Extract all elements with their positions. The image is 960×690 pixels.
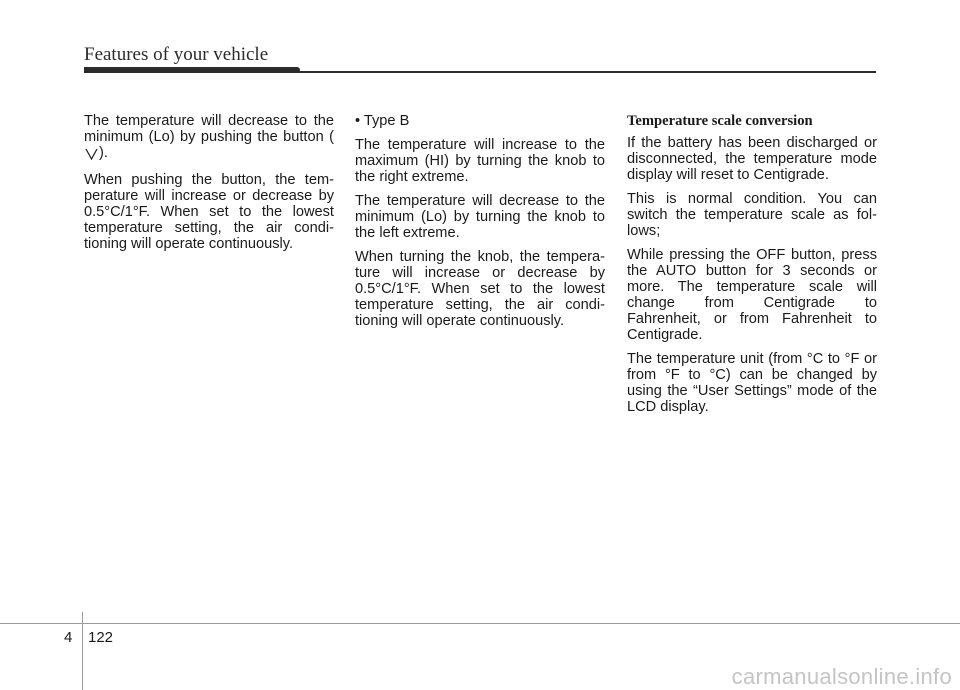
text-column-3 bbox=[627, 113, 877, 423]
paragraph-text: ). bbox=[99, 145, 108, 161]
text-column-1 bbox=[84, 113, 334, 260]
paragraph-button-step: When pushing the button, the tem-perature will increase or decrease by 0.5°C/1°F. When set to the lowest temperature setting, the air condi-tioning will operate continuously. bbox=[84, 172, 334, 252]
watermark-text: carmanualsonline.info bbox=[731, 664, 952, 689]
paragraph-off-auto-procedure: While pressing the OFF button, press the AUTO button for 3 seconds or more. The temperature scale will change from Centigrade to Fahrenheit, or from Fahrenheit to Centigrade. bbox=[627, 247, 877, 343]
header-rule-thin bbox=[296, 71, 876, 73]
paragraph-text: The temperature will decrease to the minimum (Lo) by pushing the button ( bbox=[84, 113, 334, 145]
paragraph-knob-right: The temperature will increase to the maximum (HI) by turning the knob to the right extreme. bbox=[355, 137, 605, 185]
paragraph-user-settings: The temperature unit (from °C to °F or from °F to °C) can be changed by using the “User Settings” mode of the LCD display. bbox=[627, 351, 877, 415]
text-column-2 bbox=[355, 113, 605, 337]
chevron-down-icon bbox=[85, 148, 98, 164]
paragraph-normal-condition: This is normal condition. You can switch the temperature scale as fol-lows; bbox=[627, 191, 877, 239]
paragraph-decrease-button bbox=[84, 113, 334, 164]
chapter-number: 4 bbox=[64, 629, 73, 646]
header-rule-thick bbox=[84, 67, 300, 73]
page-section-title: Features of your vehicle bbox=[84, 44, 269, 65]
subheading-scale-conversion: Temperature scale conversion bbox=[627, 113, 813, 129]
paragraph-battery-reset: If the battery has been discharged or disconnected, the temperature mode display will reset to Centigrade. bbox=[627, 135, 877, 183]
footer-rule-vertical bbox=[82, 612, 83, 690]
paragraph-knob-step: When turning the knob, the tempera-ture will increase or decrease by 0.5°C/1°F. When set to the lowest temperature setting, the air condi-tioning will operate continuously. bbox=[355, 249, 605, 329]
bullet-heading-type-b: • Type B bbox=[355, 113, 410, 129]
footer-rule-horizontal bbox=[0, 623, 960, 624]
paragraph-knob-left: The temperature will decrease to the minimum (Lo) by turning the knob to the left extreme. bbox=[355, 193, 605, 241]
page-number: 122 bbox=[88, 629, 114, 646]
